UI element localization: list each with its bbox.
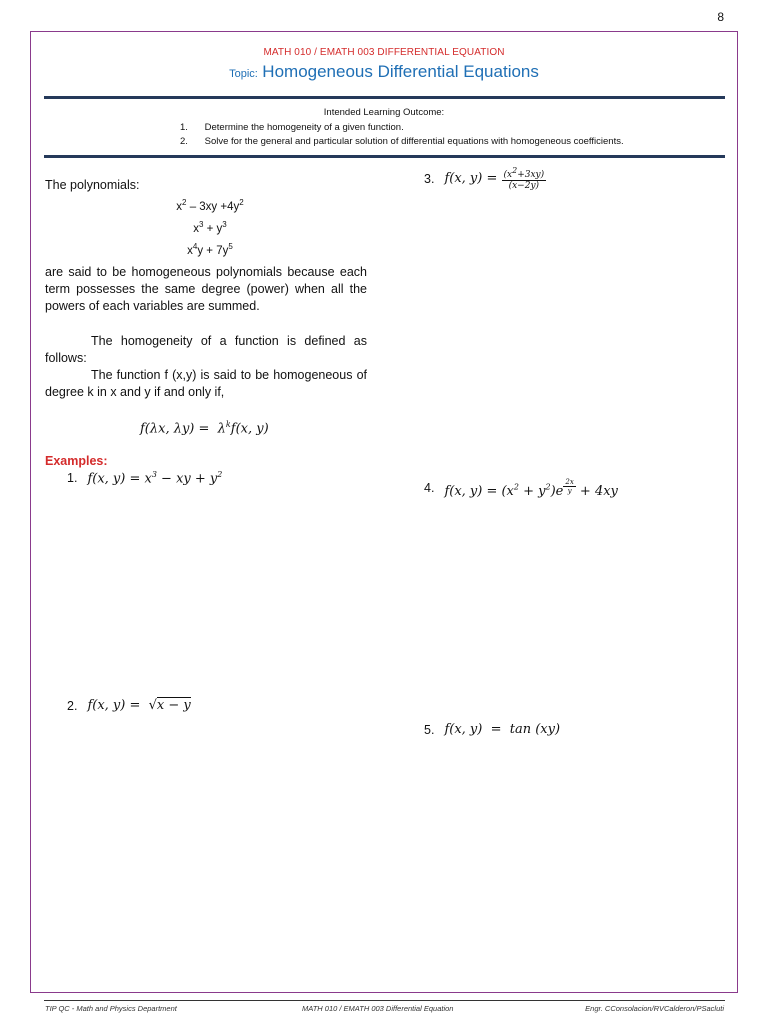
example-4-equation: f(x, $y) = (x^2 + y^2)e$ $^{\frac{2x}{y}}$ + 4xy bbox=[444, 478, 618, 499]
degree-k-paragraph: The function f (x,y) is said to be homogeneous of degree k in x and y if and only if, bbox=[45, 368, 367, 399]
outcome-text: Determine the homogeneity of a given function. bbox=[204, 122, 404, 133]
footer-authors: Engr. CConsolacion/RVCalderon/PSacluti bbox=[585, 1004, 724, 1013]
outcome-number: 2. bbox=[180, 136, 188, 147]
footer-course: MATH 010 / EMATH 003 Differential Equation bbox=[302, 1004, 454, 1013]
example-4 bbox=[424, 478, 618, 499]
example-number: 1. bbox=[67, 471, 78, 486]
example-number: 4. bbox=[424, 481, 435, 496]
topic-title: Homogeneous Differential Equations bbox=[262, 62, 539, 81]
header-divider-top bbox=[44, 96, 725, 99]
polynomial-1: $x^2 - 3xy +4y^2$ bbox=[176, 198, 244, 213]
example-3-fraction: $\frac{(x^2+3xy)}{(x-2y)}$ bbox=[503, 166, 545, 191]
example-5-equation: f(x, y) = tan (xy) bbox=[444, 722, 561, 737]
page-number: 8 bbox=[717, 10, 724, 24]
example-2-equation: f(x, y) = √x − y bbox=[87, 698, 191, 713]
topic-label: Topic: bbox=[229, 68, 258, 80]
footer-divider bbox=[44, 1000, 725, 1001]
polynomial-list bbox=[150, 194, 270, 259]
topic-heading bbox=[0, 62, 768, 82]
examples-label: Examples: bbox=[45, 454, 108, 468]
footer-department: TIP QC - Math and Physics Department bbox=[45, 1004, 177, 1013]
outcomes-list bbox=[180, 121, 624, 149]
example-number: 5. bbox=[424, 722, 435, 737]
homogeneous-polynomial-paragraph: are said to be homogeneous polynomials because each term possesses the same degree (power) when all the powers of each variables are summed. bbox=[45, 265, 367, 313]
example-3 bbox=[424, 166, 546, 191]
example-3-equation: f(x, y) = $\frac{(x^2+3xy)}{(x-2y)}$ bbox=[444, 166, 545, 191]
example-number: 2. bbox=[67, 698, 78, 713]
homogeneity-definition-paragraph: The homogeneity of a function is defined as follows: bbox=[45, 334, 367, 365]
intro-text: The polynomials: bbox=[45, 178, 140, 192]
outcome-item bbox=[180, 135, 624, 149]
example-2 bbox=[67, 698, 191, 713]
example-5 bbox=[424, 722, 560, 737]
example-number: 3. bbox=[424, 171, 435, 186]
example-1-equation: f(x, $y) = x^3$ − xy + $y^2$ bbox=[87, 470, 223, 487]
outcome-text: Solve for the general and particular solution of differential equations with homogeneous coefficients. bbox=[204, 136, 624, 147]
outcome-item bbox=[180, 121, 624, 135]
homogeneity-formula: f(λx, $\lambda y) = \lambda^kf(x$, y) bbox=[140, 420, 269, 437]
header-divider-bottom bbox=[44, 155, 725, 158]
polynomial-3: $x^4y + 7y^5$ bbox=[187, 241, 233, 257]
example-1 bbox=[67, 470, 222, 486]
page-frame bbox=[30, 31, 738, 993]
outcome-number: 1. bbox=[180, 122, 188, 133]
polynomial-2: $x^3 + y^3$ bbox=[193, 219, 227, 235]
outcomes-heading: Intended Learning Outcome: bbox=[323, 107, 445, 118]
course-title: MATH 010 / EMATH 003 DIFFERENTIAL EQUATION bbox=[263, 47, 505, 58]
